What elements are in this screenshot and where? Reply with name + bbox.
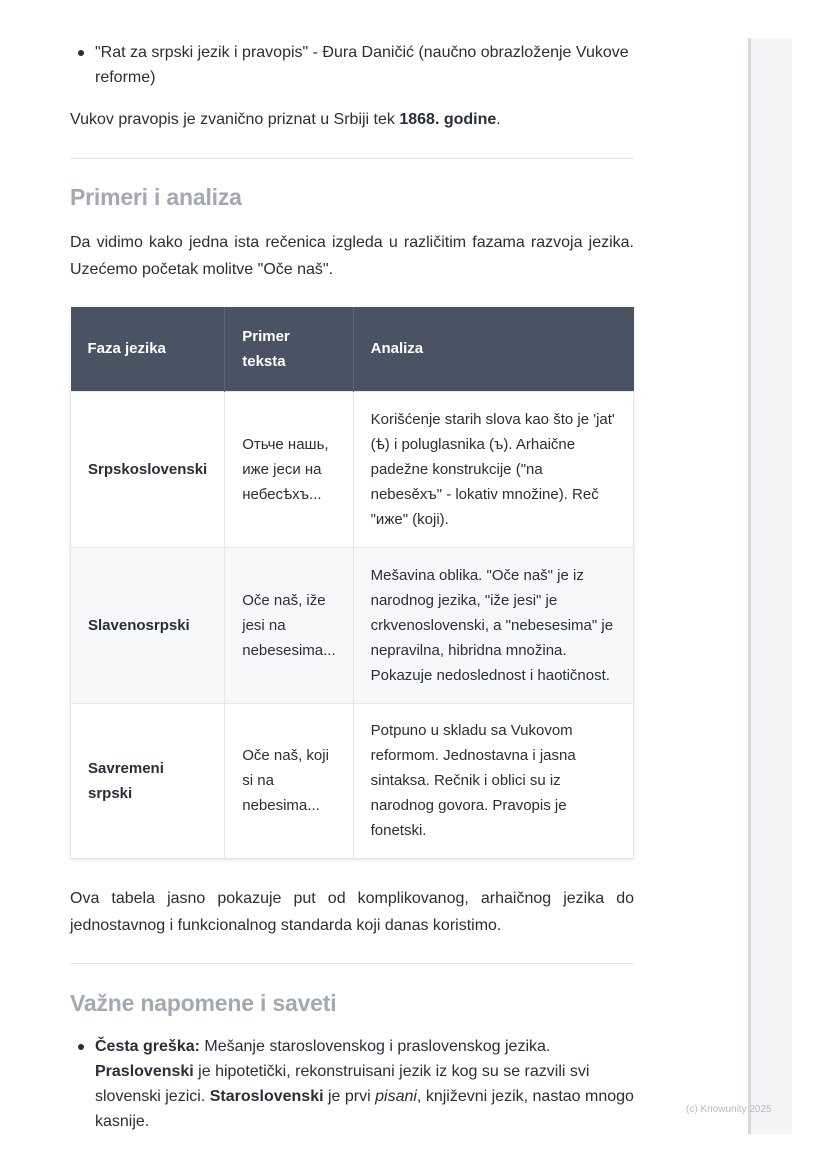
example-cell: Отьче нашь, иже јеси на небесѣхъ... (225, 391, 353, 547)
example-cell: Oče naš, koji si na nebesima... (225, 703, 353, 858)
notes-list (70, 1034, 634, 1134)
phase-cell: Srpskoslovenski (71, 391, 225, 547)
table-conclusion: Ova tabela jasno pokazuje put od komplikovanog, arhaičnog jezika do jednostavnog i funkcionalnog standarda koji danas koristimo. (70, 890, 634, 934)
recognition-year: 1868. godine (399, 111, 497, 128)
recognition-paragraph (70, 106, 634, 133)
examples-intro: Da vidimo kako jedna ista rečenica izgleda u različitim fazama razvoja jezika. Uzećemo početak molitve "Oče naš". (70, 234, 634, 278)
divider (70, 158, 634, 159)
tip-text: , književni jezik, nastao mnogo kasnije. (95, 1088, 634, 1130)
term-staroslovenski: Staroslovenski (209, 1088, 324, 1105)
phase-cell: Savremeni srpski (71, 703, 225, 858)
table-row (71, 547, 634, 703)
phase-cell: Slavenosrpski (71, 547, 225, 703)
scrollbar-track[interactable] (748, 38, 792, 1134)
recognition-end: . (496, 111, 501, 128)
table-row (71, 391, 634, 547)
section-heading-notes: Važne napomene i saveti (70, 990, 337, 1016)
tip-text: je hipotetički, rekonstruisani jezik iz kog su se razvili svi slovenski jezici. (95, 1063, 590, 1105)
tip-text: Mešanje staroslovenskog i praslovenskog jezika. (199, 1038, 551, 1055)
analysis-cell: Korišćenje starih slova kao što je 'jat' (ѣ) i poluglasnika (ъ). Arhaične padežne konstrukcije ("na nebesěxъ" - lokativ množine). Reč "иже" (koji). (353, 391, 633, 547)
table-header-row (71, 307, 634, 391)
tip-text: je prvi (323, 1088, 376, 1105)
analysis-cell: Mešavina oblika. "Oče naš" je iz narodnog jezika, "iže jesi" je crkvenoslovenski, a "nebesesima" je nepravilna, hibridna množina. Pokazuje nedoslednost i haotičnost. (353, 547, 633, 703)
tip-label: Česta greška: (95, 1038, 200, 1055)
recognition-text: Vukov pravopis je zvanično priznat u Srbiji tek (70, 111, 400, 128)
column-header-phase: Faza jezika (71, 307, 225, 391)
term-pisani: pisani (375, 1088, 417, 1105)
column-header-analysis: Analiza (353, 307, 633, 391)
section-heading-examples: Primeri i analiza (70, 184, 242, 210)
column-header-example: Primer teksta (225, 307, 353, 391)
analysis-cell: Potpuno u skladu sa Vukovom reformom. Jednostavna i jasna sintaksa. Rečnik i oblici su iz narodnog govora. Pravopis je fonetski. (353, 703, 633, 858)
language-phases-table (70, 307, 634, 859)
list-item: "Rat za srpski jezik i pravopis" - Đura Daničić (naučno obrazloženje Vukove reforme) (70, 40, 634, 90)
reference-list (70, 40, 634, 90)
list-item (70, 1034, 634, 1134)
table-row (71, 703, 634, 858)
divider (70, 963, 634, 964)
watermark: (c) Knowunity 2025 (686, 1104, 772, 1115)
example-cell: Oče naš, iže jesi na nebesesima... (225, 547, 353, 703)
term-praslovenski: Praslovenski (95, 1063, 194, 1080)
